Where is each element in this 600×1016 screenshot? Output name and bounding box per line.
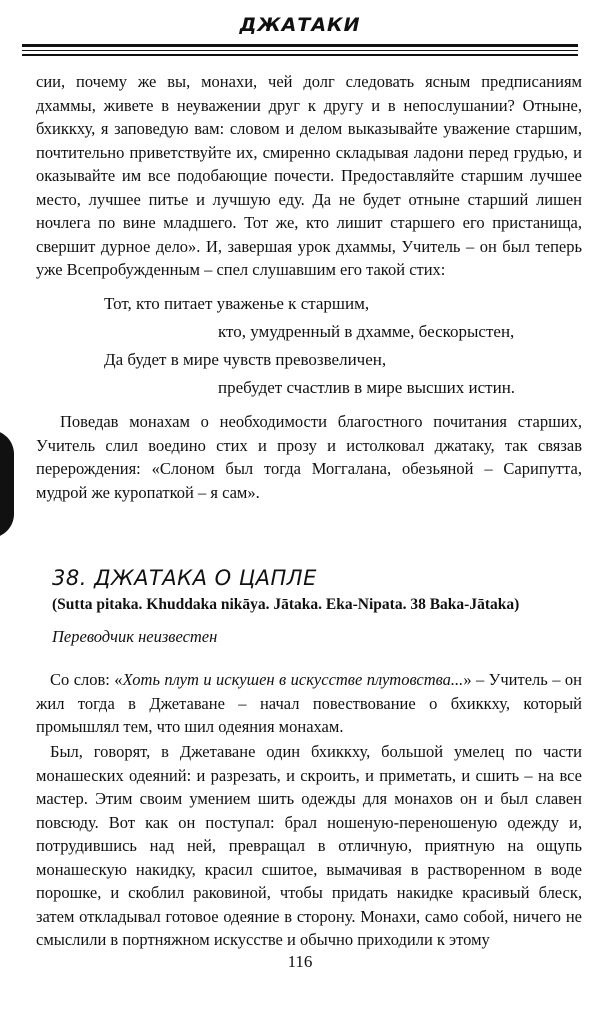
opening-rest: » – Учитель – он жил тогда в Джетаване – начал повествование о бхиккху, который промышлял тем, что шил одеяния монахам. xyxy=(36,670,582,736)
verse-line: Да будет в мире чувств превозвеличен, xyxy=(104,350,387,369)
opening-lead: Со слов: « xyxy=(50,670,123,689)
verse-line: пребудет счастлив в мире высших истин. xyxy=(218,378,516,397)
translator-note: Переводчик неизвестен xyxy=(52,627,218,646)
paragraph-conclusion: Поведав монахам о необходимости благостного почитания старших, Учитель слил воедино стих и прозу и истолковал джатаку, так связав перерождения: «Слоном был тогда Моггалана, обезьяной – Сарипутта, мудрой же куропаткой – я сам». xyxy=(36,412,582,502)
verse-line: кто, умудренный в дхамме, бескорыстен, xyxy=(218,322,515,341)
header-rule-bottom xyxy=(22,54,578,56)
scan-edge-shadow xyxy=(0,430,14,538)
page-number: 116 xyxy=(287,952,313,971)
verse-line: Тот, кто питает уваженье к старшим, xyxy=(104,294,370,313)
verse xyxy=(104,290,544,402)
running-head: ДЖАТАКИ xyxy=(239,14,361,36)
paragraph-continuation: сии, почему же вы, монахи, чей долг следовать ясным предписаниям дхаммы, живете в неуважении друг к другу и в непослушании? Отныне, бхиккху, я заповедую вам: словом и делом выказывайте уважение старшим, почтительно приветствуйте их, смиренно складывая ладони перед грудью, и оказывайте им все подобающие почести. Предоставляйте старшим лучшее место, лучшее питье и лучшую еду. Да не будет отныне старший лишен ночлега по вине младшего. Тот же, кто лишит старшего его пристанища, свершит дурное дело». И, завершая урок дхаммы, Учитель – он был теперь уже Всепробужденным – спел слушавшим его такой стих: xyxy=(36,72,582,279)
header-rule-middle xyxy=(22,50,578,51)
chapter-title: 38. ДЖАТАКА О ЦАПЛЕ xyxy=(52,566,317,590)
chapter-source: (Sutta pitaka. Khuddaka nikāya. Jātaka. Eka-Nipata. 38 Baka-Jātaka) xyxy=(52,596,520,613)
header-rule-top xyxy=(22,44,578,47)
paragraph-opening xyxy=(36,668,582,739)
paragraph-story: Был, говорят, в Джетаване один бхиккху, большой умелец по части монашеских одеяний: и разрезать, и скроить, и приметать, и сшить – на все мастер. Этим своим умением шить одежды для монахов он и был славен повсюду. Вот как он поступал: брал ношеную-переношеную одежду и, потрудившись над ней, превращал в отличную, приятную на ощупь монашескую накидку, красил сшитое, вымачивая в растворенном в воде порошке, и скоблил раковиной, чтобы придать накидке красивый блеск, затем откладывал готовое одеяние в сторону. Монахи, само собой, ничего не смыслили в портняжном искусстве и обычно приходили к этому xyxy=(36,742,582,949)
opening-quote: Хоть плут и искушен в искусстве плутовства... xyxy=(122,670,464,689)
